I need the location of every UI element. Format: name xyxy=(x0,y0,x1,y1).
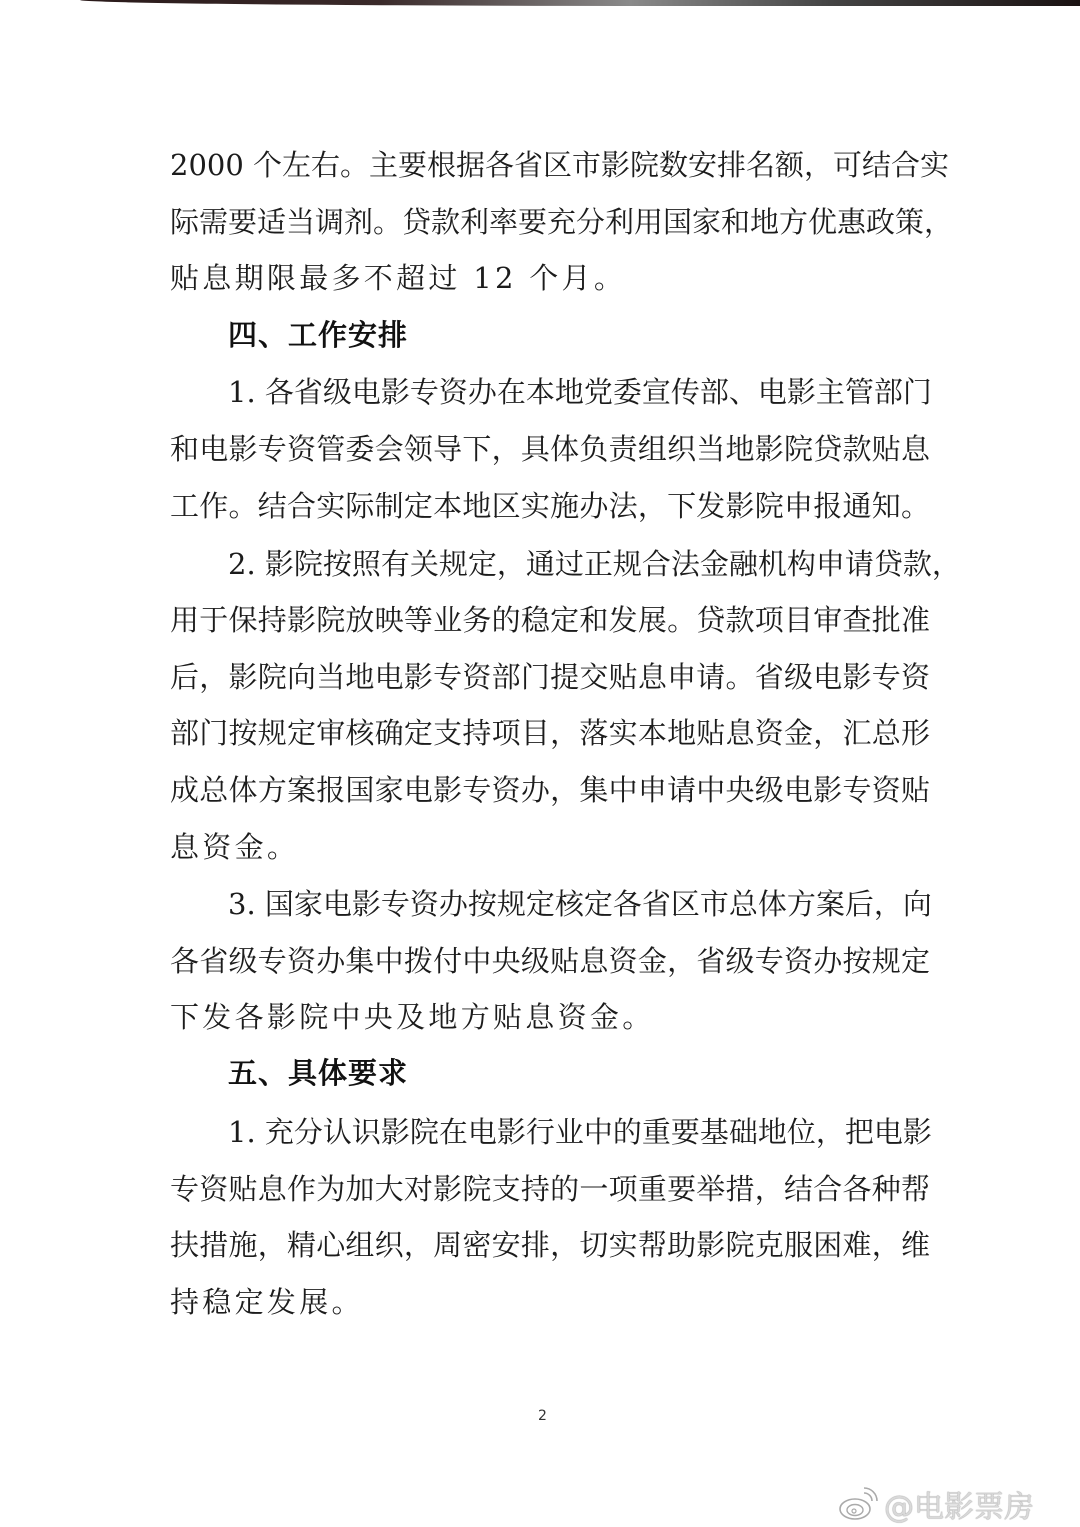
section-heading-work-arrangement: 四、工作安排 xyxy=(228,318,409,352)
text-line: 和电影专资管委会领导下，具体负责组织当地影院贷款贴息 xyxy=(170,432,930,466)
text-line: 工作。结合实际制定本地区实施办法，下发影院申报通知。 xyxy=(170,489,930,523)
section-heading-specific-requirements: 五、具体要求 xyxy=(228,1056,409,1090)
text-line: 用于保持影院放映等业务的稳定和发展。贷款项目审查批准 xyxy=(170,603,930,637)
text-line: 扶措施，精心组织，周密安排，切实帮助影院克服困难，维 xyxy=(170,1228,930,1262)
text-line: 1. 各省级电影专资办在本地党委宣传部、电影主管部门 xyxy=(228,375,932,409)
weibo-icon xyxy=(838,1487,878,1521)
text-line: 下发各影院中央及地方贴息资金。 xyxy=(170,1000,655,1034)
text-line: 息资金。 xyxy=(170,830,300,864)
text-line: 成总体方案报国家电影专资办，集中申请中央级电影专资贴 xyxy=(170,773,930,807)
page-number: 2 xyxy=(538,1408,547,1424)
text-line: 各省级专资办集中拨付中央级贴息资金，省级专资办按规定 xyxy=(170,944,930,978)
weibo-watermark xyxy=(838,1487,1034,1525)
text-line: 1. 充分认识影院在电影行业中的重要基础地位，把电影 xyxy=(228,1115,932,1149)
text-line: 持稳定发展。 xyxy=(170,1285,364,1319)
watermark-text: @电影票房 xyxy=(884,1490,1034,1525)
text-line: 2000 个左右。主要根据各省区市影院数安排名额，可结合实 xyxy=(170,148,950,182)
text-line: 际需要适当调剂。贷款利率要充分利用国家和地方优惠政策， xyxy=(170,205,954,239)
text-line: 专资贴息作为加大对影院支持的一项重要举措，结合各种帮 xyxy=(170,1172,930,1206)
text-line: 后，影院向当地电影专资部门提交贴息申请。省级电影专资 xyxy=(170,660,930,694)
text-line: 2. 影院按照有关规定，通过正规合法金融机构申请贷款， xyxy=(228,547,961,581)
text-line: 贴息期限最多不超过 12 个月。 xyxy=(170,261,627,295)
text-line: 部门按规定审核确定支持项目，落实本地贴息资金，汇总形 xyxy=(170,716,930,750)
text-line: 3. 国家电影专资办按规定核定各省区市总体方案后，向 xyxy=(228,887,932,921)
